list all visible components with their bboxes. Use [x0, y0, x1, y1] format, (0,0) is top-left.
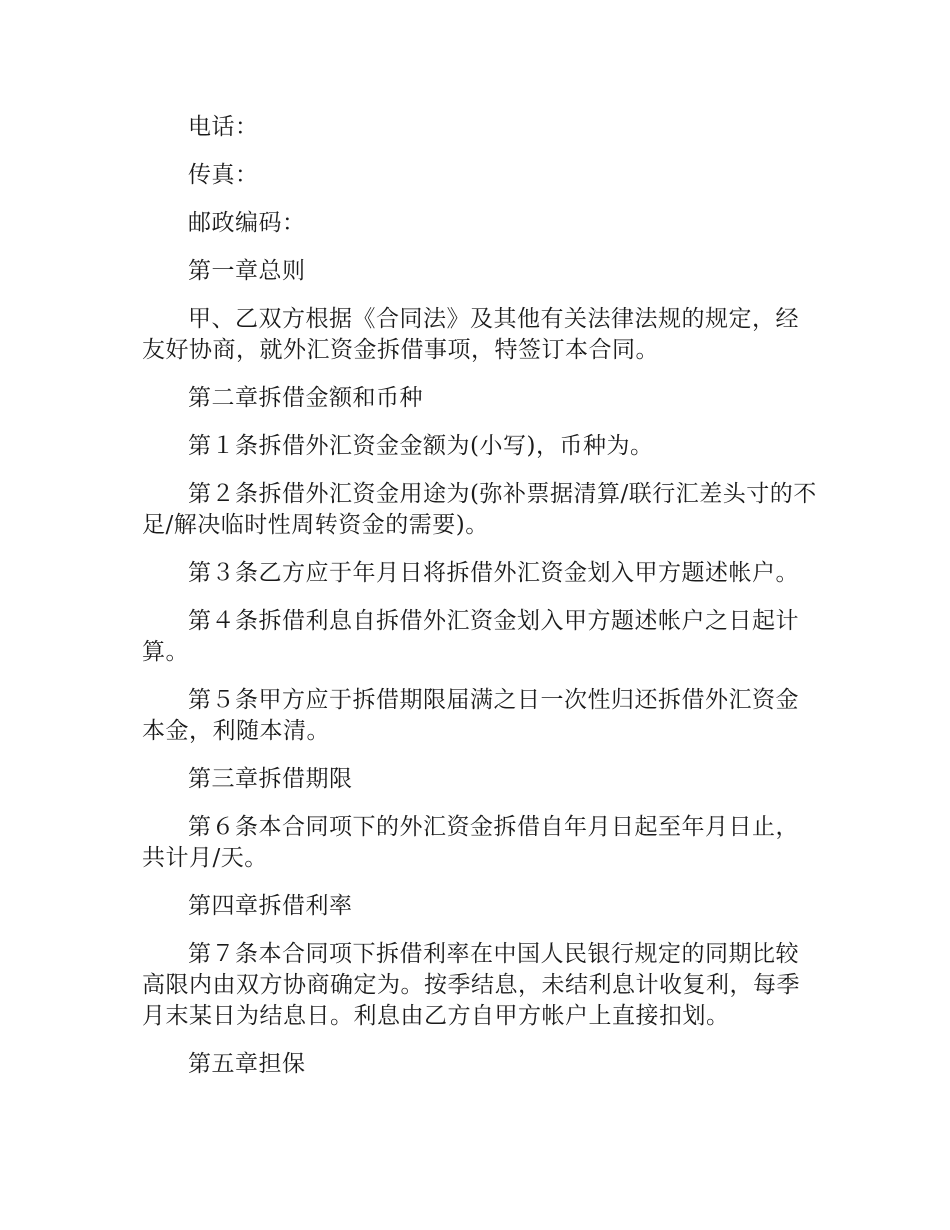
article-1: 第１条拆借外汇资金金额为(小写)，币种为。: [188, 433, 654, 459]
document-body: [142, 112, 822, 1097]
article-6: 第６条本合同项下的外汇资金拆借自年月日起至年月日止，共计月/天。: [142, 814, 799, 871]
article-5: 第５条甲方应于拆借期限届满之日一次性归还拆借外汇资金本金，利随本清。: [142, 687, 799, 744]
chapter-4-heading: 第四章拆借利率: [188, 893, 353, 919]
chapter-5-heading: 第五章担保: [188, 1051, 306, 1077]
article-7: 第７条本合同项下拆借利率在中国人民银行规定的同期比较高限内由双方协商确定为。按季结息，未结利息计收复利，每季月末某日为结息日。利息由乙方自甲方帐户上直接扣划。: [142, 941, 800, 1029]
chapter-2-heading: 第二章拆借金额和币种: [188, 385, 423, 411]
article-2: 第２条拆借外汇资金用途为(弥补票据清算/联行汇差头寸的不足/解决临时性周转资金的需要)。: [142, 481, 817, 538]
chapter-1-heading: 第一章总则: [188, 258, 306, 284]
article-4: 第４条拆借利息自拆借外汇资金划入甲方题述帐户之日起计算。: [142, 608, 799, 665]
phone-line: 电话：: [188, 114, 259, 140]
fax-line: 传真：: [188, 162, 259, 188]
postcode-line: 邮政编码：: [188, 210, 306, 236]
article-3: 第３条乙方应于年月日将拆借外汇资金划入甲方题述帐户。: [188, 560, 799, 586]
intro-paragraph: 甲、乙双方根据《合同法》及其他有关法律法规的规定，经友好协商，就外汇资金拆借事项，特签订本合同。: [142, 306, 799, 363]
chapter-3-heading: 第三章拆借期限: [188, 766, 353, 792]
